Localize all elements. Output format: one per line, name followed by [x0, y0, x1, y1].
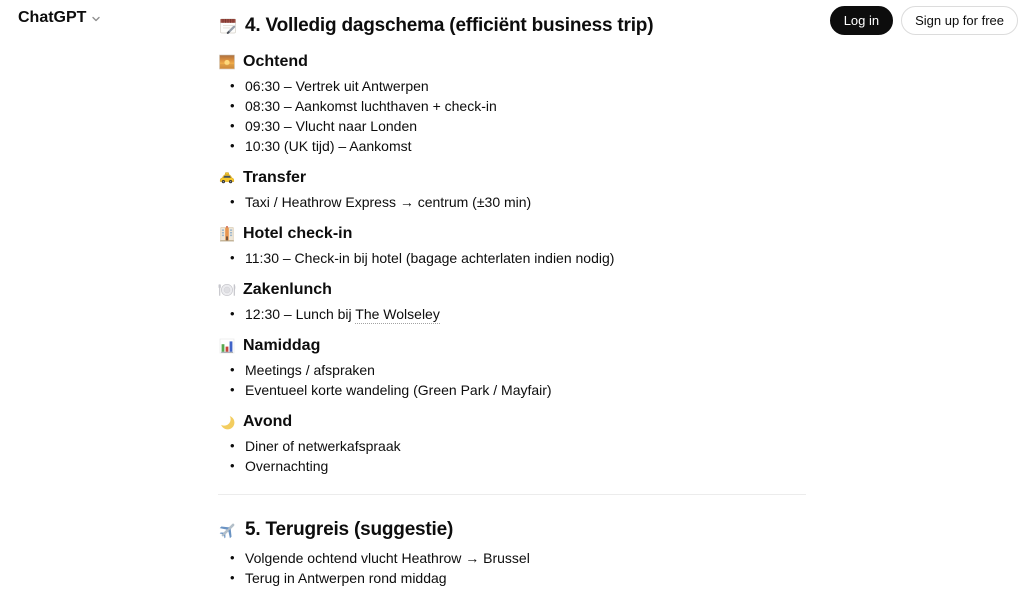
- zakenlunch-list: [218, 304, 808, 324]
- chevron-down-icon: [90, 13, 102, 25]
- list-item: • 11:30 – Check-in bij hotel (bagage achterlaten indien nodig): [218, 248, 808, 268]
- group-title: Zakenlunch: [243, 281, 332, 298]
- ochtend-list: [218, 76, 808, 156]
- bar-chart-icon: [218, 337, 236, 355]
- group-title: Hotel check-in: [243, 225, 353, 242]
- group-title: Namiddag: [243, 337, 321, 354]
- section4-heading: [218, 12, 808, 40]
- list-item: • 09:30 – Vlucht naar Londen: [218, 116, 808, 136]
- signup-button[interactable]: Sign up for free: [901, 6, 1018, 35]
- list-item: • Taxi / Heathrow Express → centrum (±30 min): [218, 192, 808, 212]
- list-item: • Terug in Antwerpen rond middag: [218, 568, 808, 588]
- section4-title: 4. Volledig dagschema (efficiënt business trip): [245, 15, 654, 36]
- airplane-icon: [218, 520, 238, 540]
- group-heading-hotel: [218, 224, 808, 244]
- sunrise-icon: [218, 53, 236, 71]
- group-heading-namiddag: [218, 336, 808, 356]
- list-item: • 08:30 – Aankomst luchthaven + check-in: [218, 96, 808, 116]
- list-item: • Volgende ochtend vlucht Heathrow → Brussel: [218, 548, 808, 568]
- hotel-icon: [218, 225, 236, 243]
- group-title: Transfer: [243, 169, 307, 186]
- list-item: • Meetings / afspraken: [218, 360, 808, 380]
- group-heading-ochtend: [218, 52, 808, 72]
- list-item: • Overnachting: [218, 456, 808, 476]
- group-title: Ochtend: [243, 53, 308, 70]
- wolseley-link[interactable]: The Wolseley: [355, 306, 440, 322]
- auth-buttons: [830, 6, 1018, 35]
- section5-heading: [218, 516, 808, 544]
- group-title: Avond: [243, 413, 293, 430]
- calendar-notepad-icon: [218, 16, 238, 36]
- taxi-icon: [218, 169, 236, 187]
- assistant-message: [218, 0, 808, 588]
- list-item: • 06:30 – Vertrek uit Antwerpen: [218, 76, 808, 96]
- avond-list: [218, 436, 808, 476]
- list-item: [218, 304, 808, 324]
- list-item: • Eventueel korte wandeling (Green Park / Mayfair): [218, 380, 808, 400]
- hotel-list: [218, 248, 808, 268]
- chatgpt-model-switcher[interactable]: [18, 9, 102, 27]
- section5-title: 5. Terugreis (suggestie): [245, 519, 454, 540]
- list-item: • 10:30 (UK tijd) – Aankomst: [218, 136, 808, 156]
- section-divider: [218, 494, 806, 495]
- group-heading-transfer: [218, 168, 808, 188]
- crescent-moon-icon: [218, 413, 236, 431]
- transfer-list: [218, 192, 808, 212]
- namiddag-list: [218, 360, 808, 400]
- brand-label: ChatGPT: [18, 9, 87, 26]
- login-button[interactable]: Log in: [830, 6, 893, 35]
- group-heading-zakenlunch: [218, 280, 808, 300]
- list-item: • Diner of netwerkafspraak: [218, 436, 808, 456]
- lunch-text: 12:30 – Lunch bij: [245, 306, 356, 322]
- terugreis-list: [218, 548, 808, 588]
- group-heading-avond: [218, 412, 808, 432]
- plate-cutlery-icon: [218, 281, 236, 299]
